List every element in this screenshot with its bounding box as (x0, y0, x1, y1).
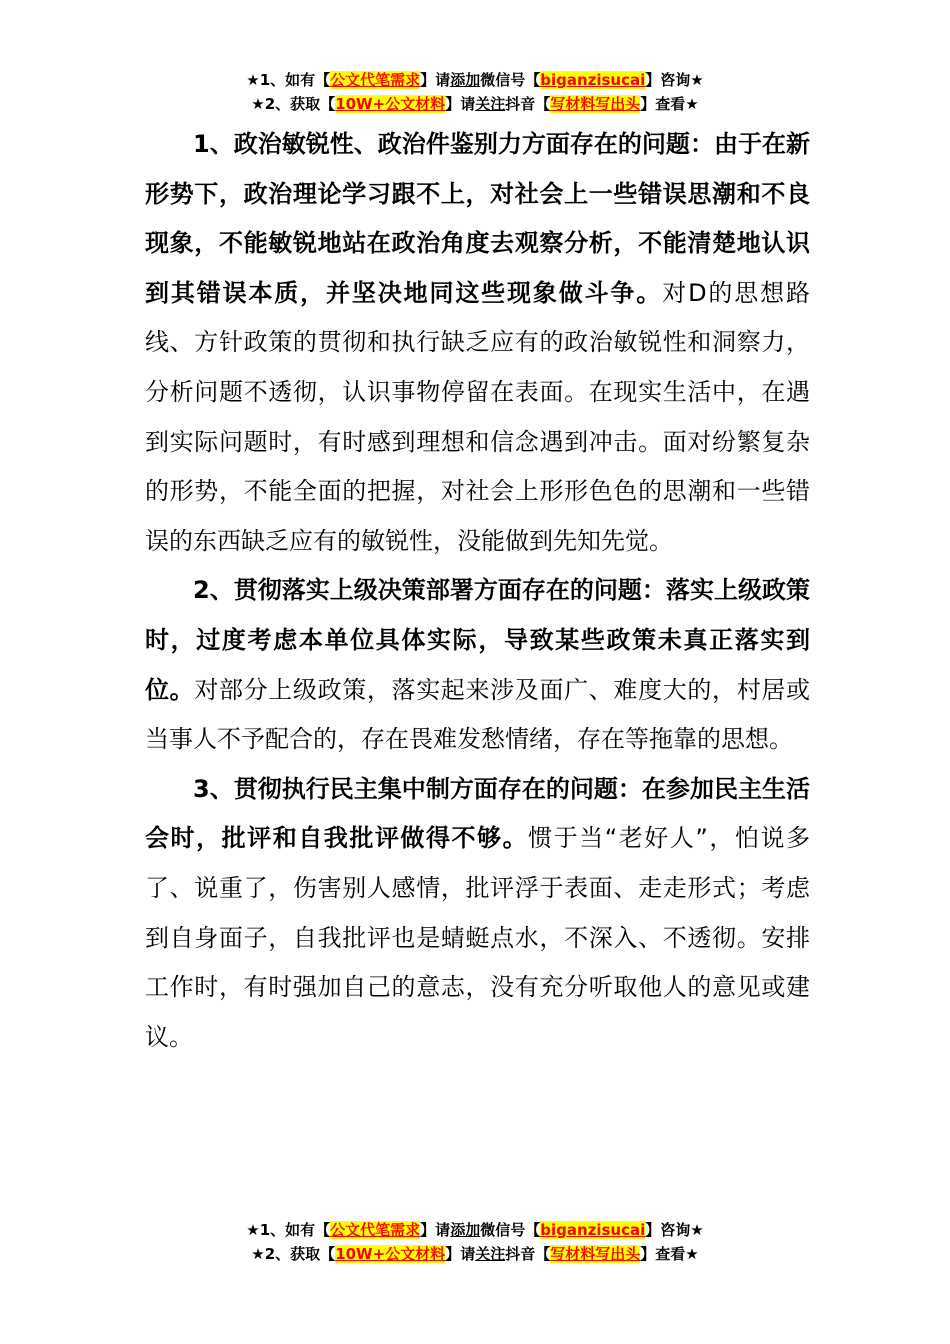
ad-text: 】请 (420, 1221, 451, 1239)
ad-text: 】请 (420, 71, 451, 89)
ad-text: 】咨询★ (645, 1221, 704, 1239)
ad-text: 】查看★ (640, 1245, 699, 1263)
ad-highlight-wechat-id: biganzisucai (540, 1221, 646, 1239)
paragraph-text: 惯于当“老好人”，怕说多了、说重了，伤害别人感情，批评浮于表面、走走形式；考虑到自身面子，自我批评也是蜻蜓点水，不深入、不透彻。安排工作时，有时强加自己的意志，没有充分听取他人的意见或建议。 (145, 824, 810, 1051)
ad-text-underlined: 添加 (450, 1221, 481, 1239)
ad-line-2 (0, 92, 950, 116)
ad-line-2 (0, 1242, 950, 1266)
footer-ad (0, 1218, 950, 1266)
paragraph-text: 对D的思想路线、方针政策的贯彻和执行缺乏应有的政治敏锐性和洞察力，分析问题不透彻，认识事物停留在表面。在现实生活中，在遇到实际问题时，有时感到理想和信念遇到冲击。面对纷繁复杂的形势，不能全面的把握，对社会上形形色色的思潮和一些错误的东西缺乏应有的敏锐性，没能做到先知先觉。 (145, 278, 811, 555)
ad-text: ★1、如有【 (246, 71, 331, 89)
header-ad (0, 68, 950, 116)
ad-highlight-materials: 10W+公文材料 (335, 95, 446, 113)
ad-line-1 (0, 68, 950, 92)
paragraph-2 (145, 566, 810, 764)
paragraph-3 (145, 765, 810, 1063)
paragraph-heading: 2、贯彻落实上级决策部署方面存在的问题：落实上级政策时，过度考虑本单位具体实际，导致某些政策未真正落实到位。 (145, 576, 810, 704)
ad-highlight-service: 公文代笔需求 (330, 71, 421, 89)
ad-text: 】请 (445, 1245, 476, 1263)
ad-text-underlined: 添加 (450, 71, 481, 89)
ad-highlight-douyin: 写材料写出头 (550, 95, 641, 113)
ad-text: 】咨询★ (645, 71, 704, 89)
ad-highlight-materials: 10W+公文材料 (335, 1245, 446, 1263)
ad-text: ★1、如有【 (246, 1221, 331, 1239)
ad-text: 微信号【 (480, 1221, 541, 1239)
ad-text: 抖音【 (505, 1245, 551, 1263)
paragraph-text: 对部分上级政策，落实起来涉及面广、难度大的，村居或当事人不予配合的，存在畏难发愁情绪，存在等拖靠的思想。 (145, 675, 811, 754)
ad-text: 】请 (445, 95, 476, 113)
ad-highlight-service: 公文代笔需求 (330, 1221, 421, 1239)
paragraph-1 (145, 120, 810, 566)
paragraph-heading: 1、政治敏锐性、政治件鉴别力方面存在的问题：由于在新形势下，政治理论学习跟不上，对社会上一些错误思潮和不良现象，不能敏锐地站在政治角度去观察分析，不能清楚地认识到其错误本质，并坚决地同这些现象做斗争。 (145, 130, 810, 307)
ad-text-underlined: 关注 (475, 95, 506, 113)
ad-highlight-douyin: 写材料写出头 (550, 1245, 641, 1263)
ad-text-underlined: 关注 (475, 1245, 506, 1263)
paragraph-heading: 3、贯彻执行民主集中制方面存在的问题：在参加民主生活会时，批评和自我批评做得不够。 (145, 774, 810, 853)
ad-text: ★2、获取【 (251, 1245, 336, 1263)
ad-text: 】查看★ (640, 95, 699, 113)
ad-highlight-wechat-id: biganzisucai (540, 71, 646, 89)
ad-text: 微信号【 (480, 71, 541, 89)
ad-text: ★2、获取【 (251, 95, 336, 113)
document-body (145, 120, 810, 1062)
ad-line-1 (0, 1218, 950, 1242)
ad-text: 抖音【 (505, 95, 551, 113)
